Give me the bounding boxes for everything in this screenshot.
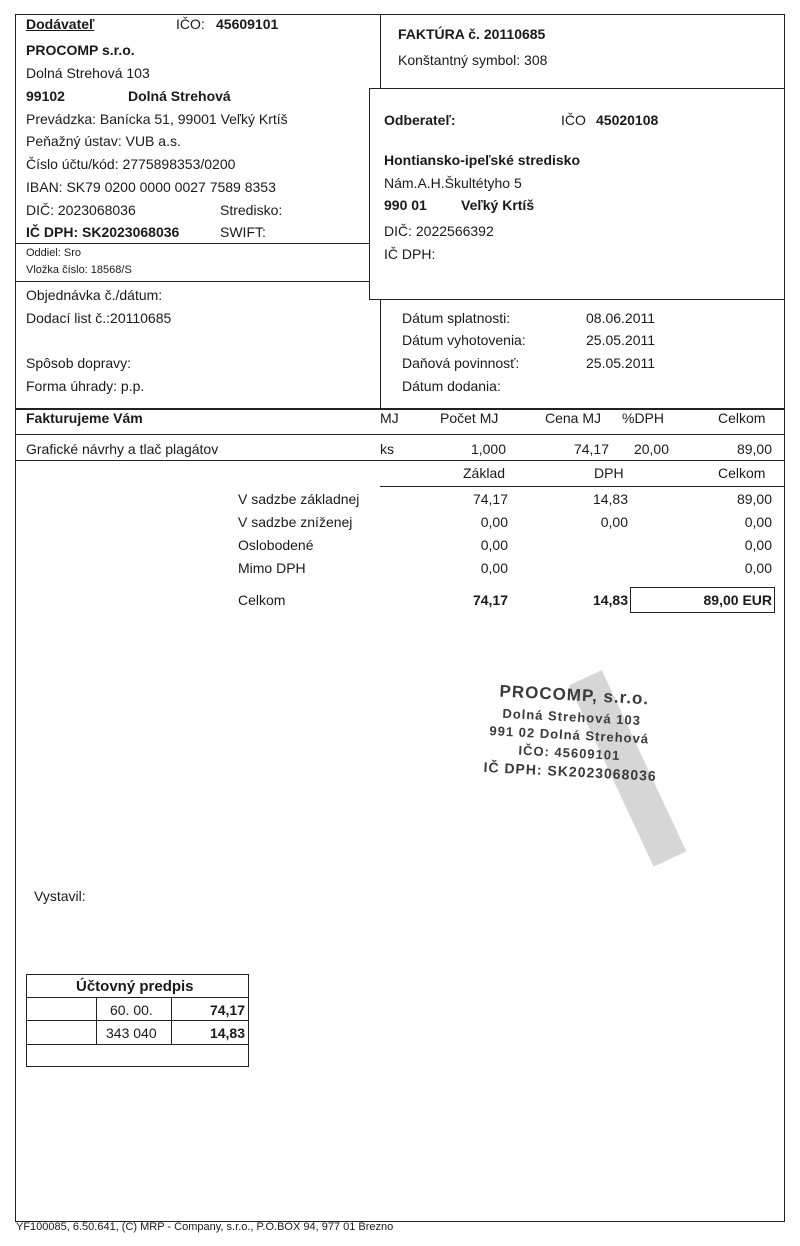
summary-total: 0,00 bbox=[744, 514, 772, 530]
supplier-dic: DIČ: 2023068036 bbox=[26, 202, 136, 218]
item-vat: 20,00 bbox=[633, 441, 669, 457]
customer-ico-label: IČO bbox=[561, 112, 586, 128]
supplier-zip: 99102 bbox=[26, 88, 65, 104]
summary-total-label: Celkom bbox=[238, 592, 286, 608]
order-label: Objednávka č./dátum: bbox=[26, 287, 163, 303]
summary-label: Mimo DPH bbox=[238, 560, 306, 576]
customer-name: Hontiansko-ipeľské stredisko bbox=[384, 152, 581, 168]
supplier-ico: 45609101 bbox=[216, 16, 279, 32]
item-total: 89,00 bbox=[736, 441, 772, 457]
item-qty: 1,000 bbox=[470, 441, 506, 457]
supplier-premises: Prevádzka: Banícka 51, 99001 Veľký Krtíš bbox=[26, 111, 288, 127]
summary-total: 89,00 bbox=[736, 491, 772, 507]
stamp-line-5: IČ DPH: SK2023068036 bbox=[483, 758, 658, 784]
items-header-qty: Počet MJ bbox=[440, 410, 499, 426]
items-header-vat: %DPH bbox=[622, 410, 665, 426]
customer-zip: 990 01 bbox=[384, 197, 427, 213]
register-divider-bottom bbox=[15, 281, 370, 282]
customer-vat-id: IČ DPH: bbox=[384, 246, 436, 262]
accounting-amount: 14,83 bbox=[209, 1025, 245, 1041]
customer-street: Nám.A.H.Škultétyho 5 bbox=[384, 175, 522, 191]
supplier-city: Dolná Strehová bbox=[128, 88, 231, 104]
due-date-label: Dátum splatnosti: bbox=[402, 310, 511, 326]
item-desc: Grafické návrhy a tlač plagátov bbox=[26, 441, 219, 457]
supplier-swift-label: SWIFT: bbox=[220, 224, 266, 240]
supplier-register-section: Oddiel: Sro bbox=[26, 247, 82, 259]
issue-date: 25.05.2011 bbox=[586, 332, 656, 348]
stamp-line-4: IČO: 45609101 bbox=[518, 742, 621, 763]
supplier-name: PROCOMP s.r.o. bbox=[26, 42, 135, 58]
supplier-vat-id: IČ DPH: SK2023068036 bbox=[26, 224, 180, 240]
summary-header-bottom bbox=[380, 486, 785, 487]
items-bottom bbox=[15, 460, 785, 461]
stamp-line-1: PROCOMP, s.r.o. bbox=[499, 681, 650, 709]
item-price: 74,17 bbox=[573, 441, 609, 457]
supplier-account: Číslo účtu/kód: 2775898353/0200 bbox=[26, 156, 236, 172]
items-header-desc: Fakturujeme Vám bbox=[26, 410, 143, 426]
summary-base: 74,17 bbox=[472, 491, 508, 507]
supplier-center-label: Stredisko: bbox=[220, 202, 283, 218]
stamp-line-3: 991 02 Dolná Strehová bbox=[489, 723, 650, 747]
summary-header-total: Celkom bbox=[718, 465, 766, 481]
register-divider bbox=[15, 243, 380, 244]
items-header-total: Celkom bbox=[718, 410, 766, 426]
summary-header-vat: DPH bbox=[594, 465, 624, 481]
grand-total: 89,00 EUR bbox=[703, 592, 772, 608]
accounting-account: 60. 00. bbox=[110, 1002, 153, 1018]
accounting-row-divider bbox=[26, 1020, 249, 1021]
supplier-register-insert: Vložka číslo: 18568/S bbox=[26, 264, 132, 276]
issued-by-label: Vystavil: bbox=[34, 888, 86, 904]
summary-total-vat: 14,83 bbox=[592, 592, 628, 608]
customer-dic: DIČ: 2022566392 bbox=[384, 223, 494, 239]
constant-symbol: Konštantný symbol: 308 bbox=[398, 52, 548, 68]
delivery-note: Dodací list č.:20110685 bbox=[26, 310, 172, 326]
customer-label: Odberateľ: bbox=[384, 112, 456, 128]
item-unit: ks bbox=[380, 441, 394, 457]
accounting-amount: 74,17 bbox=[209, 1002, 245, 1018]
supplier-ico-label: IČO: bbox=[176, 16, 205, 32]
supplier-bank: Peňažný ústav: VUB a.s. bbox=[26, 133, 181, 149]
summary-vat: 0,00 bbox=[600, 514, 628, 530]
summary-label: Oslobodené bbox=[238, 537, 314, 553]
issue-date-label: Dátum vyhotovenia: bbox=[402, 332, 526, 348]
supplier-street: Dolná Strehová 103 bbox=[26, 65, 150, 81]
summary-header-base: Základ bbox=[463, 465, 506, 481]
summary-label: V sadzbe základnej bbox=[238, 491, 360, 507]
company-stamp bbox=[466, 680, 773, 845]
summary-total-base: 74,17 bbox=[472, 592, 508, 608]
items-header-price: Cena MJ bbox=[545, 410, 602, 426]
tax-date: 25.05.2011 bbox=[586, 355, 656, 371]
summary-vat: 14,83 bbox=[592, 491, 628, 507]
summary-total: 0,00 bbox=[744, 537, 772, 553]
accounting-title: Účtovný predpis bbox=[76, 978, 194, 995]
delivery-date-label: Dátum dodania: bbox=[402, 378, 501, 394]
transport-label: Spôsob dopravy: bbox=[26, 355, 132, 371]
items-header-bottom bbox=[15, 434, 785, 435]
customer-city: Veľký Krtíš bbox=[461, 197, 535, 213]
items-header-unit: MJ bbox=[380, 410, 399, 426]
stamp-line-2: Dolná Strehová 103 bbox=[502, 705, 642, 729]
accounting-account: 343 040 bbox=[106, 1025, 157, 1041]
summary-base: 0,00 bbox=[480, 537, 508, 553]
summary-label: V sadzbe zníženej bbox=[238, 514, 353, 530]
accounting-title-divider bbox=[26, 997, 249, 998]
summary-base: 0,00 bbox=[480, 514, 508, 530]
summary-total: 0,00 bbox=[744, 560, 772, 576]
supplier-label: Dodávateľ bbox=[26, 16, 95, 32]
accounting-bottom-divider bbox=[26, 1044, 249, 1045]
customer-ico: 45020108 bbox=[596, 112, 659, 128]
payment-method: Forma úhrady: p.p. bbox=[26, 378, 145, 394]
tax-date-label: Daňová povinnosť: bbox=[402, 355, 520, 371]
footer-text: YF100085, 6.50.641, (C) MRP - Company, s.r.o., P.O.BOX 94, 977 01 Brezno bbox=[16, 1221, 394, 1233]
due-date: 08.06.2011 bbox=[586, 310, 656, 326]
invoice-title: FAKTÚRA č. 20110685 bbox=[398, 26, 546, 42]
supplier-iban: IBAN: SK79 0200 0000 0027 7589 8353 bbox=[26, 179, 276, 195]
summary-base: 0,00 bbox=[480, 560, 508, 576]
